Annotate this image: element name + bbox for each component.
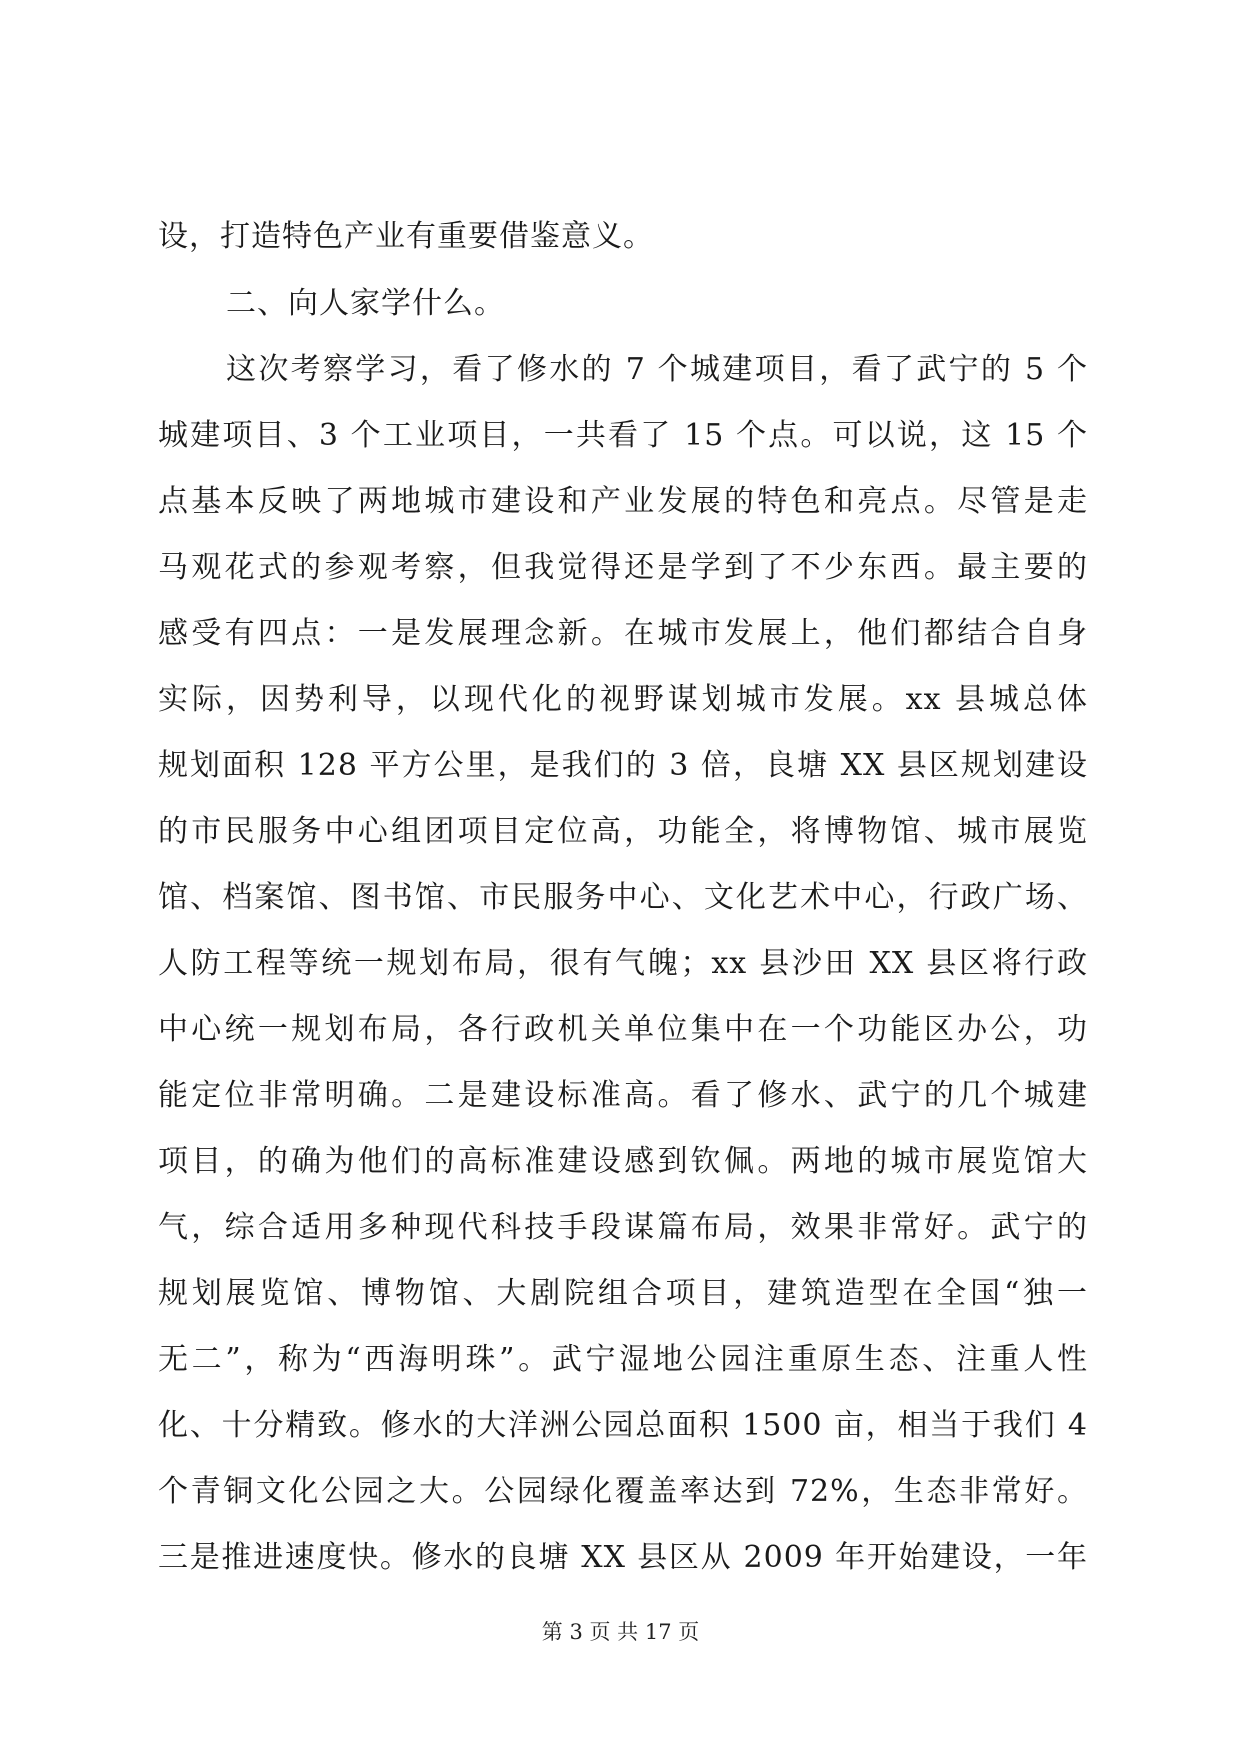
paragraph-line-3: 这次考察学习，看了修水的 7 个城建项目，看了武宁的 5 个 [226, 352, 1088, 387]
paragraph-line-8: 实际，因势利导，以现代化的视野谋划城市发展。xx 县城总体 [158, 682, 1088, 717]
page-number-footer: 第 3 页 共 17 页 [541, 1620, 700, 1644]
section-heading: 二、向人家学什么。 [226, 286, 505, 321]
paragraph-line-5: 点基本反映了两地城市建设和产业发展的特色和亮点。尽管是走 [158, 484, 1088, 519]
paragraph-line-11: 馆、档案馆、图书馆、市民服务中心、文化艺术中心，行政广场、 [158, 880, 1088, 915]
paragraph-line-12: 人防工程等统一规划布局，很有气魄；xx 县沙田 XX 县区将行政 [158, 946, 1088, 981]
paragraph-line-4: 城建项目、3 个工业项目，一共看了 15 个点。可以说，这 15 个 [158, 418, 1088, 453]
paragraph-line-10: 的市民服务中心组团项目定位高，功能全，将博物馆、城市展览 [158, 814, 1088, 849]
paragraph-line-16: 气，综合适用多种现代科技手段谋篇布局，效果非常好。武宁的 [158, 1210, 1088, 1245]
paragraph-line-1: 设，打造特色产业有重要借鉴意义。 [158, 219, 654, 254]
paragraph-line-14: 能定位非常明确。二是建设标准高。看了修水、武宁的几个城建 [158, 1078, 1088, 1113]
paragraph-line-19: 化、十分精致。修水的大洋洲公园总面积 1500 亩，相当于我们 4 [158, 1408, 1088, 1443]
paragraph-line-17: 规划展览馆、博物馆、大剧院组合项目，建筑造型在全国“独一 [158, 1276, 1088, 1311]
paragraph-line-18: 无二”，称为“西海明珠”。武宁湿地公园注重原生态、注重人性 [158, 1342, 1088, 1377]
paragraph-line-13: 中心统一规划布局，各行政机关单位集中在一个功能区办公，功 [158, 1012, 1088, 1047]
paragraph-line-7: 感受有四点：一是发展理念新。在城市发展上，他们都结合自身 [158, 616, 1088, 651]
paragraph-line-9: 规划面积 128 平方公里，是我们的 3 倍，良塘 XX 县区规划建设 [158, 748, 1088, 783]
paragraph-line-15: 项目，的确为他们的高标准建设感到钦佩。两地的城市展览馆大 [158, 1144, 1088, 1179]
paragraph-line-6: 马观花式的参观考察，但我觉得还是学到了不少东西。最主要的 [158, 550, 1088, 585]
paragraph-line-20: 个青铜文化公园之大。公园绿化覆盖率达到 72%，生态非常好。 [158, 1474, 1088, 1509]
paragraph-line-21: 三是推进速度快。修水的良塘 XX 县区从 2009 年开始建设，一年 [158, 1540, 1088, 1575]
